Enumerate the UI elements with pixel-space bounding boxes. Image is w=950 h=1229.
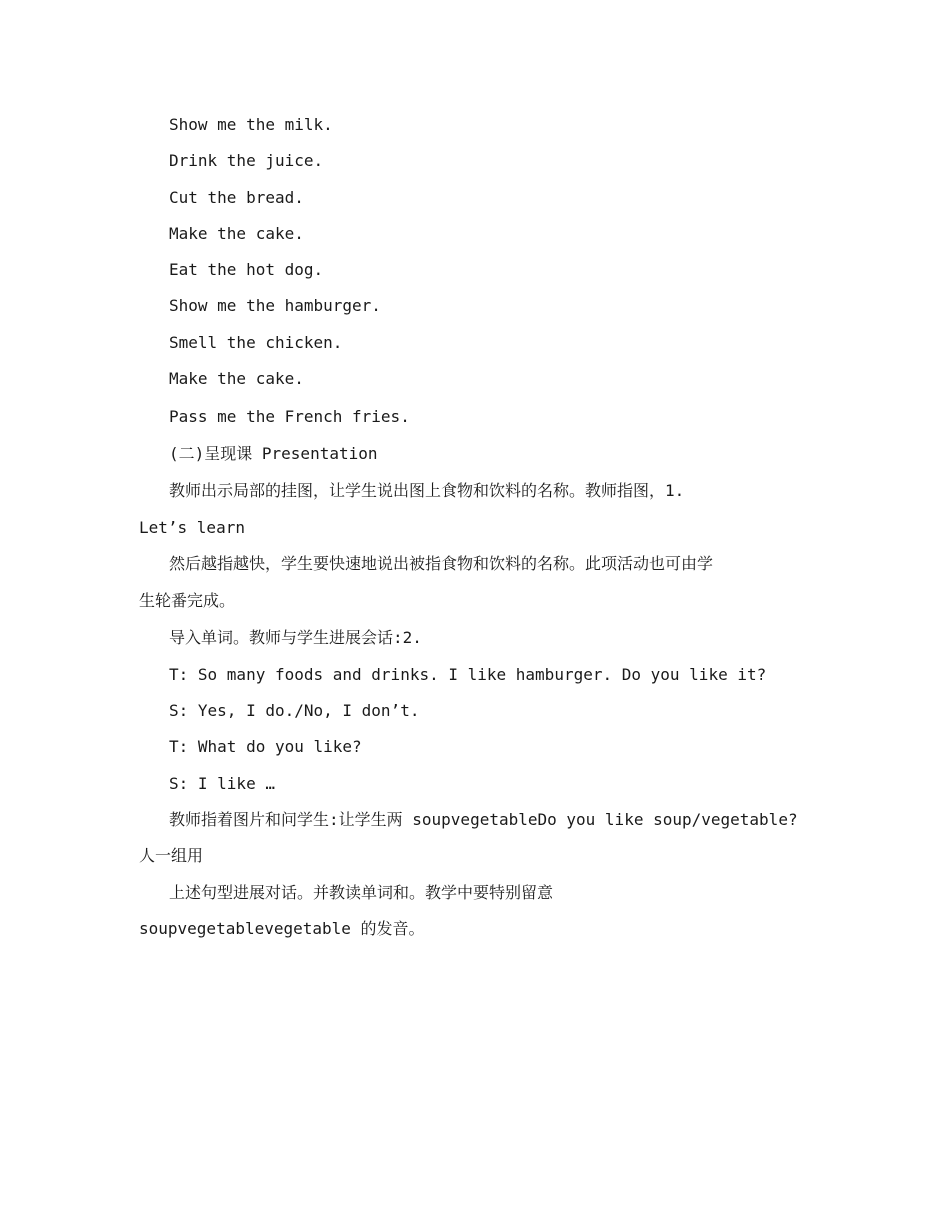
paragraph-line: Let’s learn bbox=[139, 518, 245, 537]
dialogue-line: T: What do you like? bbox=[169, 737, 362, 756]
paragraph-line: soupvegetablevegetable 的发音。 bbox=[139, 919, 425, 938]
command-line: Make the cake. bbox=[169, 369, 304, 388]
dialogue-line: S: Yes, I do./No, I don’t. bbox=[169, 701, 420, 720]
command-line: Eat the hot dog. bbox=[169, 260, 324, 279]
paragraph-line: 教师指着图片和问学生:让学生两 soupvegetableDo you like soup/vegetable? bbox=[169, 810, 798, 829]
paragraph-line: 教师出示局部的挂图，让学生说出图上食物和饮料的名称。教师指图，1. bbox=[169, 481, 685, 500]
dialogue-line: S: I like … bbox=[169, 774, 275, 793]
command-line: Drink the juice. bbox=[169, 151, 324, 170]
paragraph-line: 人一组用 bbox=[139, 846, 204, 865]
command-line: Smell the chicken. bbox=[169, 333, 343, 352]
command-line: Show me the milk. bbox=[169, 115, 333, 134]
paragraph-line: 生轮番完成。 bbox=[139, 591, 236, 610]
paragraph-line: 上述句型进展对话。并教读单词和。教学中要特别留意 bbox=[169, 883, 554, 902]
paragraph-line: 然后越指越快，学生要快速地说出被指食物和饮料的名称。此项活动也可由学 bbox=[169, 554, 714, 573]
command-line: Make the cake. bbox=[169, 224, 304, 243]
section-heading: (二)呈现课 Presentation bbox=[169, 444, 378, 463]
paragraph-line: 导入单词。教师与学生进展会话:2. bbox=[169, 628, 422, 647]
command-line: Show me the hamburger. bbox=[169, 296, 381, 315]
command-line: Cut the bread. bbox=[169, 188, 304, 207]
dialogue-line: T: So many foods and drinks. I like hamburger. Do you like it? bbox=[169, 665, 767, 684]
command-line: Pass me the French fries. bbox=[169, 407, 410, 426]
